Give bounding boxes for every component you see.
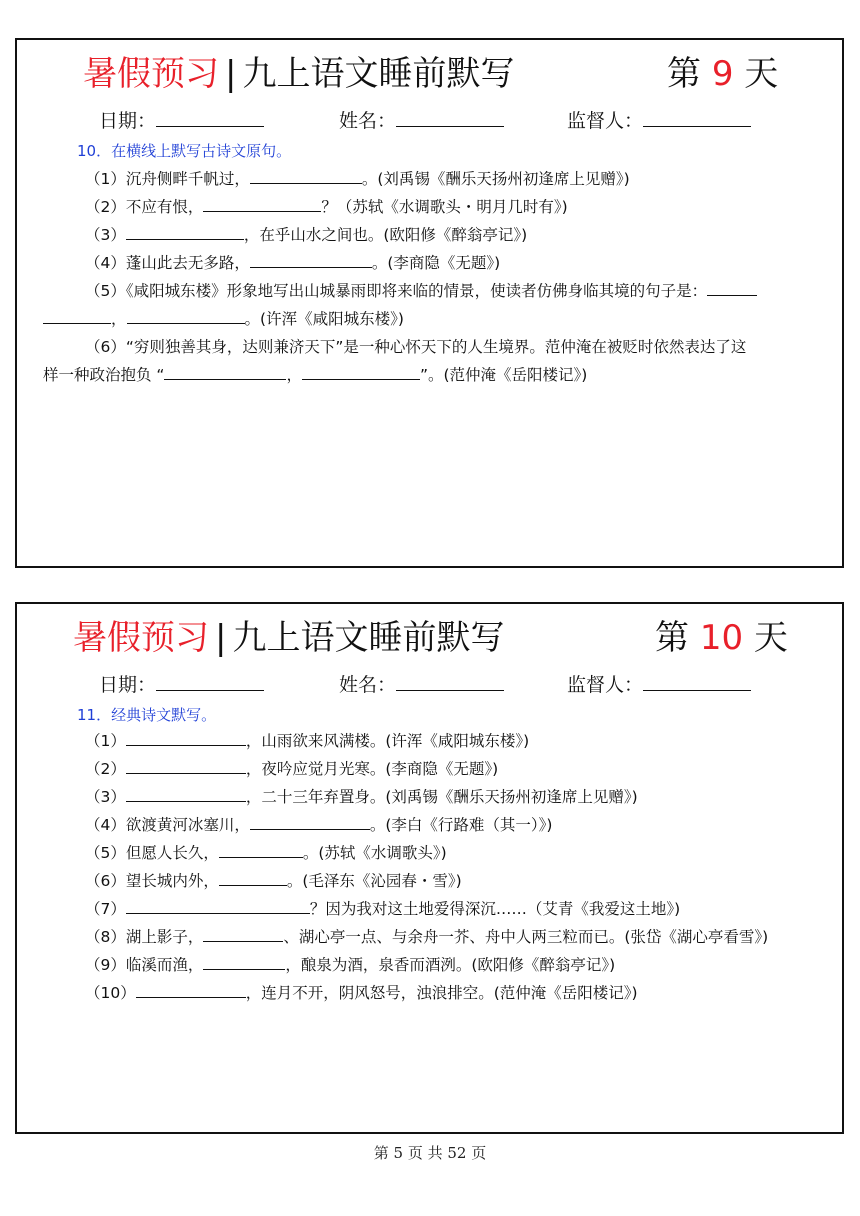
day-label: 第 9 天 — [667, 54, 779, 94]
title-black: 九上语文睡前默写 — [232, 618, 505, 658]
item-7: （7） ？因为我对这土地爱得深沉……（艾青《我爱这土地》) — [85, 900, 681, 918]
answer-blank[interactable] — [219, 870, 287, 886]
day9-title — [17, 50, 842, 98]
answer-blank[interactable] — [707, 280, 757, 296]
day9-card — [15, 38, 844, 568]
answer-blank[interactable] — [203, 196, 321, 212]
answer-blank[interactable] — [126, 730, 246, 746]
answer-blank[interactable] — [127, 308, 245, 324]
day10-fields — [17, 670, 842, 700]
answer-blank[interactable] — [126, 224, 244, 240]
title-separator: | — [225, 54, 237, 94]
item-1: （1）沉舟侧畔千帆过， 。(刘禹锡《酬乐天扬州初逢席上见赠》) — [85, 170, 630, 188]
question-heading: 11．经典诗文默写。 — [77, 706, 217, 724]
day-number: 10 — [699, 618, 744, 658]
item-6: （6）望长城内外， 。(毛泽东《沁园春・雪》) — [85, 872, 462, 890]
answer-blank[interactable] — [302, 364, 420, 380]
title-red: 暑假预习 — [83, 54, 219, 94]
item-5: （5）《咸阳城东楼》形象地写出山城暴雨即将来临的情景，使读者仿佛身临其境的句子是： — [85, 280, 757, 302]
answer-blank[interactable] — [43, 308, 111, 324]
item-6: （6）“穷则独善其身，达则兼济天下”是一种心怀天下的人生境界。范仲淹在被贬时依然表达了这 — [85, 338, 747, 356]
day9-fields — [17, 106, 842, 136]
item-8: （8）湖上影子， 、湖心亭一点、与余舟一芥、舟中人两三粒而已。(张岱《湖心亭看雪》) — [85, 928, 769, 946]
supervisor-field[interactable]: 监督人： — [567, 106, 751, 136]
name-field[interactable]: 姓名： — [339, 670, 504, 700]
title-black: 九上语文睡前默写 — [242, 54, 515, 94]
item-6-cont: 样一种政治抱负 “ ， ”。(范仲淹《岳阳楼记》) — [43, 366, 588, 384]
answer-blank[interactable] — [126, 898, 310, 914]
item-4: （4）欲渡黄河冰塞川， 。(李白《行路难（其一）》) — [85, 816, 553, 834]
answer-blank[interactable] — [136, 982, 246, 998]
day10-title — [17, 614, 842, 662]
question-heading: 10．在横线上默写古诗文原句。 — [77, 142, 292, 160]
title-separator: | — [215, 618, 227, 658]
item-5: （5）但愿人长久， 。(苏轼《水调歌头》) — [85, 844, 447, 862]
item-2: （2） ，夜吟应觉月光寒。(李商隐《无题》) — [85, 760, 499, 778]
name-field[interactable]: 姓名： — [339, 106, 504, 136]
page-footer: 第 5 页 共 52 页 — [373, 1144, 487, 1162]
answer-blank[interactable] — [203, 926, 283, 942]
title-red: 暑假预习 — [73, 618, 209, 658]
answer-blank[interactable] — [164, 364, 286, 380]
day-number: 9 — [711, 54, 734, 94]
item-4: （4）蓬山此去无多路， 。(李商隐《无题》) — [85, 254, 501, 272]
item-9: （9）临溪而渔， ，酿泉为酒，泉香而酒洌。(欧阳修《醉翁亭记》) — [85, 956, 616, 974]
answer-blank[interactable] — [250, 252, 372, 268]
answer-blank[interactable] — [219, 842, 303, 858]
item-1: （1） ，山雨欲来风满楼。(许浑《咸阳城东楼》) — [85, 732, 530, 750]
day-label: 第 10 天 — [655, 618, 788, 658]
item-3: （3） ，在乎山水之间也。(欧阳修《醉翁亭记》) — [85, 226, 528, 244]
item-3: （3） ，二十三年弃置身。(刘禹锡《酬乐天扬州初逢席上见赠》) — [85, 788, 638, 806]
item-2: （2）不应有恨， ？（苏轼《水调歌头・明月几时有》) — [85, 198, 568, 216]
answer-blank[interactable] — [126, 786, 246, 802]
item-5-cont: ， 。(许浑《咸阳城东楼》) — [43, 308, 404, 330]
day10-card — [15, 602, 844, 1134]
answer-blank[interactable] — [203, 954, 285, 970]
answer-blank[interactable] — [250, 814, 370, 830]
supervisor-field[interactable]: 监督人： — [567, 670, 751, 700]
date-field[interactable]: 日期： — [99, 670, 264, 700]
answer-blank[interactable] — [250, 168, 362, 184]
date-field[interactable]: 日期： — [99, 106, 264, 136]
item-10: （10） ，连月不开，阴风怒号，浊浪排空。(范仲淹《岳阳楼记》) — [85, 984, 638, 1002]
answer-blank[interactable] — [126, 758, 246, 774]
